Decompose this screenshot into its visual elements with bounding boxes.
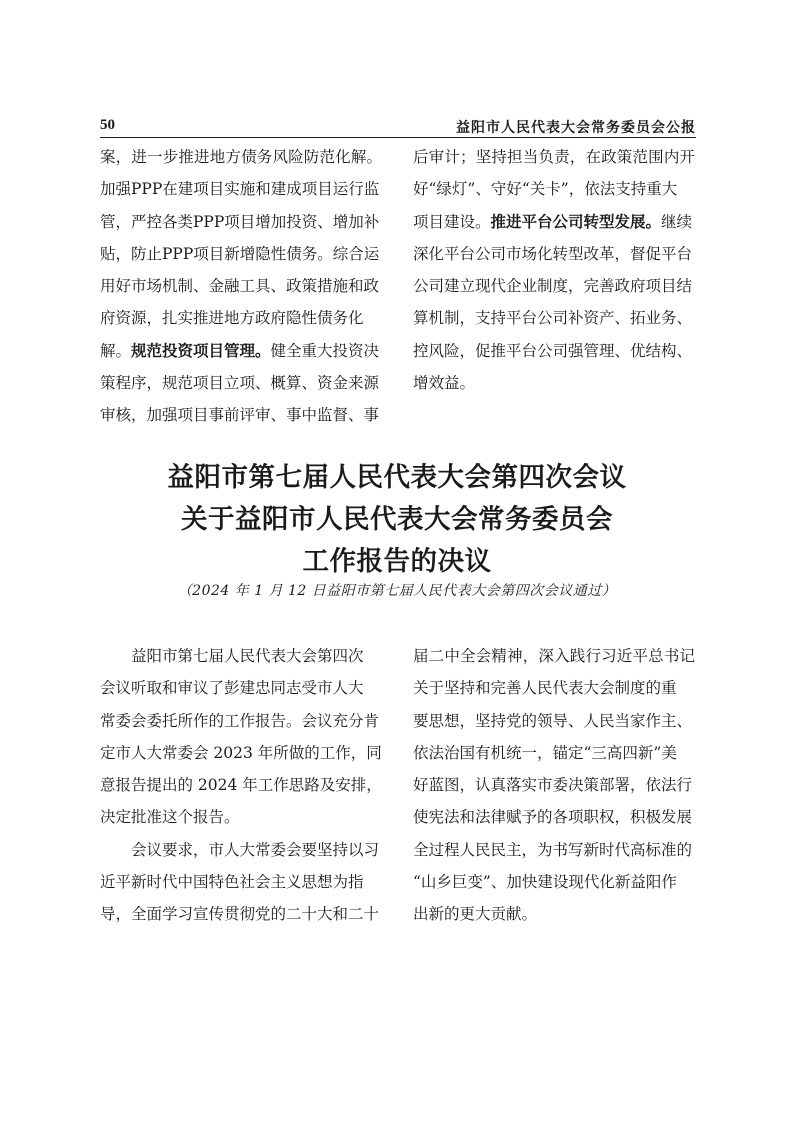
bold-heading: 推进平台公司转型发展。: [490, 211, 662, 231]
text-line: 好蓝图，认真落实市委决策部署，依法行: [413, 776, 693, 795]
text-line: 会议要求，市人大常委会要坚持以习: [100, 840, 380, 859]
text-line: 解。规范投资项目管理。健全重大投资决: [100, 340, 380, 360]
text-line: 要思想，坚持党的领导、人民当家作主、: [413, 711, 693, 730]
text-line: 全过程人民民主，为书写新时代高标准的: [413, 840, 693, 859]
page-number: 50: [100, 117, 115, 133]
text-line: 会议听取和审议了彭建忠同志受市人大: [100, 679, 364, 698]
journal-title: 益阳市人民代表大会常务委员会公报: [456, 120, 696, 136]
text-line: 出新的更大贡献。: [413, 905, 538, 924]
text-line: 近平新时代中国特色社会主义思想为指: [100, 873, 364, 892]
text-line: 后审计；坚持担当负责，在政策范围内开: [413, 148, 696, 166]
text-line: 益阳市第七届人民代表大会第四次: [100, 647, 364, 665]
top-right-column: [413, 141, 695, 399]
resolution-title-line-2: 关于益阳市人民代表大会常务委员会: [181, 504, 613, 535]
text-line: 用好市场机制、金融工具、政策措施和政: [100, 277, 380, 296]
text-line: 府资源，扎实推进地方政府隐性债务化: [100, 309, 364, 328]
resolution-left-column: [100, 640, 382, 931]
text-line: 管，严控各类PPP项目增加投资、增加补: [100, 212, 380, 231]
text-line: 意报告提出的 2024 年工作思路及安排，: [100, 776, 382, 795]
text-line: 增效益。: [413, 374, 476, 393]
text-line: 常委会委托所作的工作报告。会议充分肯: [100, 711, 380, 730]
text-line: 贴，防止PPP项目新增隐性债务。综合运: [100, 244, 380, 263]
text-line: “山乡巨变”、加快建设现代化新益阳作: [413, 873, 677, 892]
text-line: 依法治国有机统一，锚定“三高四新”美: [413, 743, 677, 762]
text-line: 定市人大常委会 2023 年所做的工作，同: [100, 743, 382, 762]
text-line: 案，进一步推进地方债务风险防范化解。: [100, 148, 383, 166]
text-line: 控风险，促推平台公司强管理、优结构、: [413, 341, 693, 360]
resolution-right-column: [413, 640, 695, 931]
bold-heading: 规范投资项目管理。: [131, 340, 271, 360]
text-line: 关于坚持和完善人民代表大会制度的重: [413, 679, 677, 698]
text-line: 深化平台公司市场化转型改革，督促平台: [413, 244, 693, 263]
text-line: 届二中全会精神，深入践行习近平总书记: [413, 647, 696, 665]
resolution-subtitle: （2024 年 1 月 12 日益阳市第七届人民代表大会第四次会议通过）: [177, 583, 617, 599]
text-line: 导，全面学习宣传贯彻党的二十大和二十: [100, 905, 380, 924]
text-line: 策程序，规范项目立项、概算、资金来源: [100, 374, 380, 393]
text-line: 项目建设。推进平台公司转型发展。继续: [413, 211, 693, 231]
text-line: 算机制，支持平台公司补资产、拓业务、: [413, 309, 693, 328]
text-line: 决定批准这个报告。: [100, 808, 240, 827]
text-line: 审核，加强项目事前评审、事中监督、事: [100, 406, 380, 425]
resolution-title-line-3: 工作报告的决议: [302, 546, 492, 577]
resolution-title-line-1: 益阳市第七届人民代表大会第四次会议: [167, 462, 627, 493]
text-line: 使宪法和法律赋予的各项职权，积极发展: [413, 808, 693, 827]
top-left-column: [100, 141, 382, 432]
header-rule: [100, 137, 696, 138]
text-line: 加强PPP在建项目实施和建成项目运行监: [100, 180, 380, 199]
page-header: [100, 117, 696, 137]
text-line: 公司建立现代企业制度，完善政府项目结: [413, 277, 693, 296]
text-line: 好“绿灯”、守好“关卡”，依法支持重大: [413, 180, 678, 199]
